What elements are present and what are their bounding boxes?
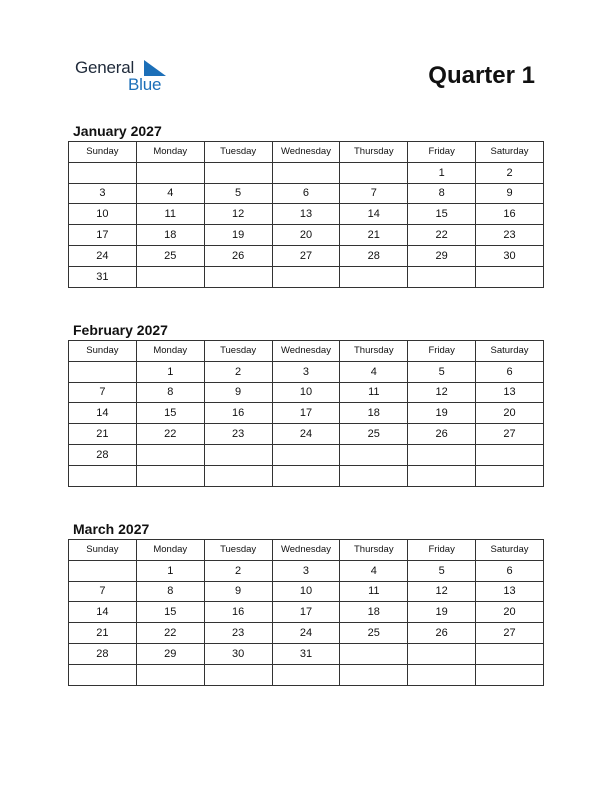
- day-cell: [476, 465, 544, 486]
- day-cell: 31: [272, 643, 340, 664]
- day-cell: 14: [340, 204, 408, 225]
- day-cell: 2: [204, 560, 272, 581]
- day-cell: 28: [69, 444, 137, 465]
- day-cell: 24: [272, 424, 340, 445]
- day-cell: [69, 465, 137, 486]
- weekday-label: Sunday: [69, 341, 137, 362]
- day-cell: 6: [476, 361, 544, 382]
- day-cell: 18: [340, 602, 408, 623]
- week-row: [69, 643, 544, 664]
- day-cell: 22: [136, 424, 204, 445]
- day-cell: 16: [204, 403, 272, 424]
- day-cell: [476, 664, 544, 685]
- day-cell: 7: [69, 382, 137, 403]
- day-cell: 2: [476, 162, 544, 183]
- day-cell: [272, 664, 340, 685]
- day-cell: 22: [408, 225, 476, 246]
- day-cell: 30: [204, 643, 272, 664]
- day-cell: [408, 664, 476, 685]
- day-cell: [476, 266, 544, 287]
- day-cell: [408, 465, 476, 486]
- day-cell: 4: [340, 560, 408, 581]
- day-cell: 21: [340, 225, 408, 246]
- day-cell: 16: [204, 602, 272, 623]
- weekday-label: Monday: [136, 540, 204, 561]
- day-cell: 5: [408, 361, 476, 382]
- day-cell: [340, 643, 408, 664]
- week-row: [69, 424, 544, 445]
- day-cell: 21: [69, 623, 137, 644]
- weekday-label: Thursday: [340, 341, 408, 362]
- day-cell: 17: [69, 225, 137, 246]
- day-cell: 21: [69, 424, 137, 445]
- day-cell: 18: [340, 403, 408, 424]
- day-cell: [204, 162, 272, 183]
- day-cell: [340, 664, 408, 685]
- day-cell: 3: [272, 361, 340, 382]
- weekday-label: Tuesday: [204, 142, 272, 163]
- day-cell: 8: [136, 382, 204, 403]
- week-row: [69, 204, 544, 225]
- weekday-label: Friday: [408, 341, 476, 362]
- day-cell: 7: [69, 581, 137, 602]
- day-cell: 5: [204, 183, 272, 204]
- logo-word-blue: Blue: [128, 75, 162, 94]
- calendar-grid: [68, 340, 544, 487]
- day-cell: 15: [136, 602, 204, 623]
- logo-triangle-icon: [144, 60, 166, 76]
- day-cell: [340, 266, 408, 287]
- month-calendar-january: [68, 121, 544, 288]
- day-cell: [204, 444, 272, 465]
- weekday-label: Wednesday: [272, 540, 340, 561]
- day-cell: 9: [204, 581, 272, 602]
- month-title: January 2027: [73, 123, 162, 139]
- day-cell: 19: [408, 403, 476, 424]
- day-cell: [136, 266, 204, 287]
- day-cell: [136, 465, 204, 486]
- day-cell: 20: [272, 225, 340, 246]
- day-cell: [408, 266, 476, 287]
- weekday-label: Thursday: [340, 142, 408, 163]
- day-cell: [272, 444, 340, 465]
- week-row: [69, 581, 544, 602]
- day-cell: 8: [408, 183, 476, 204]
- day-cell: 11: [340, 581, 408, 602]
- day-cell: 10: [272, 581, 340, 602]
- day-cell: 27: [476, 623, 544, 644]
- day-cell: [204, 664, 272, 685]
- day-cell: [69, 664, 137, 685]
- day-cell: 6: [476, 560, 544, 581]
- day-cell: 12: [408, 382, 476, 403]
- weekday-label: Friday: [408, 142, 476, 163]
- day-cell: 17: [272, 403, 340, 424]
- day-cell: [204, 465, 272, 486]
- day-cell: 20: [476, 602, 544, 623]
- day-cell: 17: [272, 602, 340, 623]
- day-cell: 26: [408, 623, 476, 644]
- page-title: Quarter 1: [428, 62, 535, 89]
- day-cell: 1: [136, 361, 204, 382]
- day-cell: 4: [340, 361, 408, 382]
- weekday-label: Saturday: [476, 142, 544, 163]
- day-cell: [204, 266, 272, 287]
- day-cell: 24: [69, 245, 137, 266]
- week-row: [69, 560, 544, 581]
- day-cell: 31: [69, 266, 137, 287]
- week-row: [69, 623, 544, 644]
- weekday-label: Tuesday: [204, 341, 272, 362]
- week-row: [69, 444, 544, 465]
- day-cell: [340, 444, 408, 465]
- day-cell: 27: [272, 245, 340, 266]
- day-cell: [136, 664, 204, 685]
- weekday-label: Saturday: [476, 540, 544, 561]
- day-cell: 4: [136, 183, 204, 204]
- weekday-header-row: [69, 540, 544, 561]
- day-cell: 25: [340, 623, 408, 644]
- day-cell: 6: [272, 183, 340, 204]
- day-cell: [340, 465, 408, 486]
- day-cell: 30: [476, 245, 544, 266]
- month-title: March 2027: [73, 521, 150, 537]
- week-row: [69, 465, 544, 486]
- weekday-header-row: [69, 341, 544, 362]
- day-cell: 28: [340, 245, 408, 266]
- day-cell: 19: [408, 602, 476, 623]
- day-cell: 26: [204, 245, 272, 266]
- logo-word-general: General: [75, 58, 135, 77]
- day-cell: 25: [136, 245, 204, 266]
- week-row: [69, 245, 544, 266]
- weekday-label: Saturday: [476, 341, 544, 362]
- day-cell: 13: [476, 581, 544, 602]
- day-cell: 13: [476, 382, 544, 403]
- day-cell: 28: [69, 643, 137, 664]
- day-cell: [408, 643, 476, 664]
- day-cell: 25: [340, 424, 408, 445]
- day-cell: [476, 444, 544, 465]
- day-cell: [408, 444, 476, 465]
- weekday-label: Monday: [136, 142, 204, 163]
- day-cell: 19: [204, 225, 272, 246]
- week-row: [69, 183, 544, 204]
- day-cell: 18: [136, 225, 204, 246]
- month-calendar-february: [68, 320, 544, 487]
- day-cell: 11: [340, 382, 408, 403]
- weekday-header-row: [69, 142, 544, 163]
- weekday-label: Sunday: [69, 540, 137, 561]
- weekday-label: Wednesday: [272, 142, 340, 163]
- weekday-label: Thursday: [340, 540, 408, 561]
- weekday-label: Sunday: [69, 142, 137, 163]
- week-row: [69, 225, 544, 246]
- day-cell: 23: [476, 225, 544, 246]
- day-cell: 23: [204, 623, 272, 644]
- weekday-label: Monday: [136, 341, 204, 362]
- day-cell: [272, 266, 340, 287]
- day-cell: [476, 643, 544, 664]
- day-cell: 13: [272, 204, 340, 225]
- day-cell: 27: [476, 424, 544, 445]
- week-row: [69, 162, 544, 183]
- day-cell: 26: [408, 424, 476, 445]
- day-cell: [272, 162, 340, 183]
- day-cell: 22: [136, 623, 204, 644]
- day-cell: [69, 361, 137, 382]
- day-cell: [272, 465, 340, 486]
- day-cell: 3: [272, 560, 340, 581]
- calendar-grid: [68, 141, 544, 288]
- month-calendar-march: [68, 519, 544, 686]
- day-cell: 24: [272, 623, 340, 644]
- day-cell: 15: [136, 403, 204, 424]
- day-cell: 1: [408, 162, 476, 183]
- week-row: [69, 266, 544, 287]
- day-cell: 15: [408, 204, 476, 225]
- logo: [75, 58, 175, 94]
- week-row: [69, 602, 544, 623]
- day-cell: 7: [340, 183, 408, 204]
- day-cell: 14: [69, 403, 137, 424]
- day-cell: 9: [476, 183, 544, 204]
- day-cell: [136, 444, 204, 465]
- day-cell: 16: [476, 204, 544, 225]
- day-cell: 2: [204, 361, 272, 382]
- weekday-label: Wednesday: [272, 341, 340, 362]
- day-cell: 20: [476, 403, 544, 424]
- day-cell: 14: [69, 602, 137, 623]
- day-cell: 8: [136, 581, 204, 602]
- week-row: [69, 382, 544, 403]
- day-cell: [69, 162, 137, 183]
- day-cell: [340, 162, 408, 183]
- day-cell: [136, 162, 204, 183]
- day-cell: 11: [136, 204, 204, 225]
- day-cell: 10: [272, 382, 340, 403]
- day-cell: 12: [204, 204, 272, 225]
- day-cell: 12: [408, 581, 476, 602]
- day-cell: 29: [136, 643, 204, 664]
- day-cell: 10: [69, 204, 137, 225]
- week-row: [69, 664, 544, 685]
- day-cell: 23: [204, 424, 272, 445]
- weekday-label: Tuesday: [204, 540, 272, 561]
- day-cell: 1: [136, 560, 204, 581]
- day-cell: [69, 560, 137, 581]
- week-row: [69, 361, 544, 382]
- weekday-label: Friday: [408, 540, 476, 561]
- month-title: February 2027: [73, 322, 168, 338]
- day-cell: 9: [204, 382, 272, 403]
- week-row: [69, 403, 544, 424]
- day-cell: 5: [408, 560, 476, 581]
- day-cell: 3: [69, 183, 137, 204]
- calendar-grid: [68, 539, 544, 686]
- day-cell: 29: [408, 245, 476, 266]
